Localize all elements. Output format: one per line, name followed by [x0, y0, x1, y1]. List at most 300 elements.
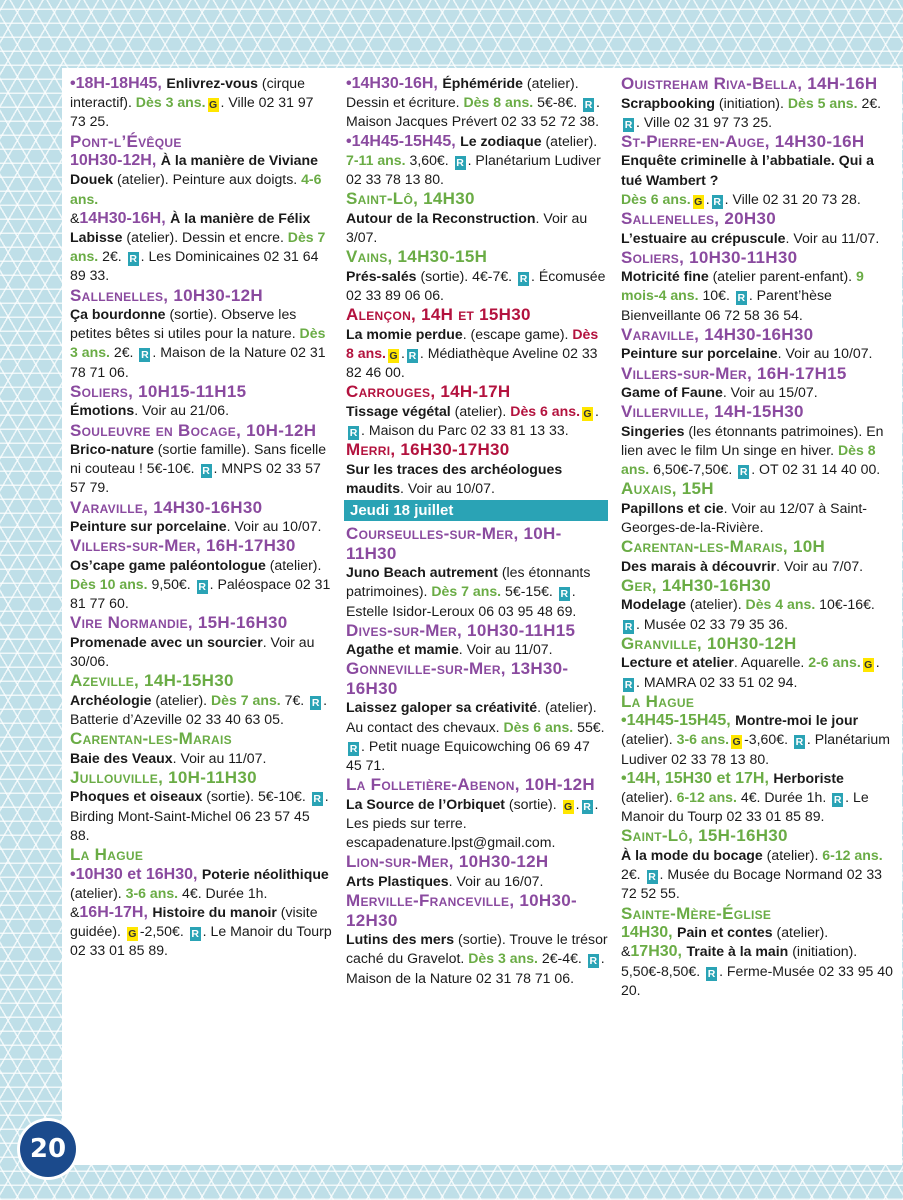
- reservation-r-icon: R: [141, 349, 149, 362]
- event-time: •14H45-15H45,: [621, 712, 736, 730]
- town-heading: [346, 305, 608, 325]
- event-title: Phoques et oiseaux: [70, 788, 203, 805]
- event-title: Pain et contes: [677, 924, 773, 941]
- town-heading: [621, 576, 893, 596]
- town-heading-label: Pont-l’Évêque: [70, 131, 182, 151]
- town-heading: [70, 421, 332, 441]
- event-text: . Birding Mont-Saint-Michel 06 23 57 45 88.: [70, 788, 329, 843]
- town-heading: [70, 613, 332, 633]
- age-range: 6-12 ans.: [822, 846, 883, 863]
- town-heading: [70, 729, 332, 749]
- event-title: Histoire du manoir: [152, 904, 277, 920]
- town-heading: [346, 440, 608, 460]
- event-text: 2€.: [857, 94, 882, 111]
- event-entry: [621, 422, 893, 480]
- event-text: (atelier). Dessin et écriture.: [346, 75, 579, 111]
- page-number-badge: 20: [20, 1121, 76, 1177]
- event-time: 16H-17H,: [79, 904, 153, 921]
- event-text: (atelier).: [70, 884, 126, 901]
- event-entry: [70, 903, 332, 961]
- town-heading-label: Varaville, 14H30-16H30: [70, 497, 263, 517]
- event-title: Modelage: [621, 596, 686, 613]
- event-title: Juno Beach autrement: [346, 564, 498, 581]
- event-text: . Voir au 21/06.: [134, 402, 230, 419]
- event-title: Enlivrez-vous: [166, 75, 258, 91]
- age-range: Dès 8 ans.: [346, 325, 599, 361]
- event-entry: [70, 865, 332, 903]
- age-range: Dès 10 ans.: [70, 576, 148, 593]
- town-heading-label: St-Pierre-en-Auge, 14H30-16H: [621, 131, 865, 151]
- age-range: 3-6 ans.: [125, 884, 179, 901]
- town-heading-label: Jullouville, 10H-11H30: [70, 767, 257, 787]
- event-entry: [346, 872, 608, 891]
- event-text: . Médiathèque Aveline 02 33 82 46 00.: [346, 344, 598, 380]
- reservation-r-icon: R: [349, 742, 358, 755]
- event-text: (initiation).: [714, 94, 788, 111]
- event-text: Ville 02 31 97 73 25.: [70, 94, 314, 130]
- town-heading: [346, 382, 608, 402]
- event-text: (atelier).: [265, 556, 322, 573]
- event-text: (atelier).: [762, 846, 823, 863]
- reservation-r-icon: R: [560, 588, 569, 601]
- event-text: (initiation). 5,50€-8,50€.: [621, 943, 858, 979]
- event-text: 7€.: [280, 691, 309, 708]
- event-text: (sortie famille). Sans ficelle ni couteau ! 5€-10€.: [70, 441, 327, 477]
- event-entry: [621, 190, 893, 209]
- event-title: Agathe et mamie: [346, 641, 459, 658]
- event-entry: [70, 401, 332, 420]
- event-title: Herboriste: [773, 769, 844, 786]
- town-heading-label: Gonneville-sur-Mer, 13H30-16H30: [346, 659, 569, 698]
- reservation-r-icon: R: [311, 696, 320, 709]
- free-g-icon: G: [564, 800, 573, 813]
- event-text: . Parent’hèse Bienveillante 06 72 58 36 54.: [621, 287, 832, 323]
- event-text: . Voir au 16/07.: [448, 872, 544, 889]
- event-text: 2€-4€.: [537, 950, 586, 967]
- town-heading: [346, 189, 608, 209]
- event-text: &: [621, 943, 631, 960]
- reservation-r-icon: R: [519, 272, 528, 285]
- event-text: . Le Manoir du Tourp 02 33 01 85 89.: [621, 789, 869, 825]
- event-text: &: [70, 904, 80, 920]
- event-text: . Voir au 11/07.: [458, 641, 553, 658]
- column-2: [346, 74, 608, 988]
- event-text: 4€. Durée 1h.: [178, 884, 268, 901]
- event-title: Enquête criminelle à l’abbatiale. Qui a tué Wambert ?: [621, 152, 874, 188]
- event-text: . Maison de la Nature 02 31 78 71 06.: [70, 344, 326, 380]
- free-g-icon: G: [864, 659, 873, 672]
- event-text: . (escape game).: [462, 325, 573, 342]
- event-entry: [346, 209, 608, 247]
- event-time: •14H, 15H30 et 17H,: [621, 769, 774, 787]
- event-title: Ça bourdonne: [70, 306, 166, 323]
- town-heading-label: Sainte-Mère-Église: [621, 903, 772, 923]
- event-entry: [346, 74, 608, 132]
- event-title: Motricité fine: [621, 268, 709, 285]
- event-entry: [621, 229, 893, 248]
- event-text: (atelier).: [621, 789, 677, 806]
- event-text: . OT 02 31 14 40 00.: [751, 461, 881, 478]
- event-text: . Écomusée 02 33 89 06 06.: [346, 267, 606, 303]
- event-text: . Planétarium Ludiver 02 33 78 13 80.: [621, 731, 890, 767]
- event-title: Archéologie: [70, 691, 152, 708]
- town-heading: [621, 904, 893, 924]
- event-entry: [346, 930, 608, 988]
- town-heading-label: Carrouges, 14H-17H: [346, 382, 511, 402]
- age-range: 9 mois-4 ans.: [621, 268, 864, 304]
- age-range: Dès 6 ans.: [503, 718, 574, 735]
- town-heading-label: Azeville, 14H-15H30: [70, 671, 234, 691]
- event-entry: [70, 305, 332, 382]
- event-text: . Aquarelle.: [733, 654, 809, 671]
- town-heading: [70, 768, 332, 788]
- town-heading-label: Merville-Franceville, 10H30-12H30: [346, 891, 577, 930]
- event-text: 4€. Durée 1h.: [736, 789, 831, 806]
- event-text: . Ville 02 31 20 73 28.: [724, 190, 861, 207]
- event-entry: [346, 698, 608, 775]
- event-text: . Ville 02 31 97 73 25.: [636, 113, 773, 130]
- event-title: Autour de la Reconstruction: [346, 209, 536, 226]
- reservation-r-icon: R: [624, 118, 633, 131]
- event-title: Arts Plastiques: [346, 872, 449, 889]
- event-time: •18H-18H45,: [70, 75, 167, 92]
- event-text: 2€.: [98, 248, 126, 265]
- event-time: •10H30 et 16H30,: [70, 865, 202, 883]
- age-range: Dès 3 ans.: [468, 950, 538, 967]
- event-text: (sortie).: [504, 795, 561, 812]
- event-title: Laissez galoper sa créativité: [346, 699, 538, 716]
- town-heading-label: Carentan-les-Marais, 10H: [621, 537, 826, 557]
- town-heading-label: Merri, 16H30-17H30: [346, 440, 510, 460]
- age-range: Dès 4 ans.: [745, 596, 816, 613]
- event-text: 10€-16€.: [815, 596, 875, 613]
- event-entry: [346, 132, 608, 190]
- event-text: . Les Dominicaines 02 31 64 89 33.: [70, 248, 319, 284]
- free-g-icon: G: [208, 99, 218, 112]
- event-entry: [621, 711, 893, 769]
- event-entry: [70, 151, 332, 209]
- column-3: [621, 74, 893, 1000]
- age-range: Dès 7 ans.: [70, 228, 326, 265]
- town-heading-label: Sallenelles, 10H30-12H: [70, 285, 263, 305]
- town-heading-label: Alençon, 14H et 15H30: [346, 305, 531, 325]
- event-time: 14H30-16H,: [79, 209, 171, 227]
- event-title: Papillons et cie: [621, 499, 724, 516]
- event-text: . Ferme-Musée 02 33 95 40 20.: [621, 962, 893, 998]
- town-heading: [346, 524, 608, 563]
- event-entry: [70, 691, 332, 729]
- event-title: Baie des Veaux: [70, 749, 173, 766]
- event-text: . Voir au 7/07.: [776, 557, 864, 574]
- event-text: . Le Manoir du Tourp 02 33 01 85 89.: [70, 923, 332, 959]
- free-g-icon: G: [128, 928, 137, 941]
- town-heading: [346, 852, 608, 872]
- event-text: .: [705, 190, 710, 207]
- town-heading: [70, 286, 332, 306]
- event-text: . Voir au 30/06.: [70, 633, 315, 670]
- town-heading-label: Varaville, 14H30-16H30: [621, 324, 814, 344]
- event-text: (atelier).: [772, 924, 829, 941]
- event-text: . Maison du Parc 02 33 81 13 33.: [361, 421, 569, 438]
- age-range: 7-11 ans.: [346, 151, 406, 168]
- event-title: Game of Faune: [621, 384, 723, 401]
- reservation-r-icon: R: [795, 736, 804, 749]
- age-range: Dès 6 ans.: [621, 190, 691, 207]
- town-heading-label: Lion-sur-Mer, 10H30-12H: [346, 852, 549, 872]
- event-text: . Voir au 15/07.: [722, 384, 818, 401]
- event-text: . MNPS 02 33 57 57 79.: [70, 460, 321, 496]
- town-heading-label: Soliers, 10H15-11H15: [70, 381, 247, 401]
- town-heading-label: Sallenelles, 20H30: [621, 209, 776, 229]
- event-entry: [70, 440, 332, 498]
- town-heading-label: Ger, 14H30-16H30: [621, 575, 771, 595]
- town-heading: [70, 382, 332, 402]
- town-heading-label: La Hague: [70, 845, 144, 865]
- event-text: (atelier parent-enfant).: [708, 268, 856, 285]
- event-entry: [346, 640, 608, 659]
- event-text: . Maison Jacques Prévert 02 33 52 72 38.: [346, 94, 600, 130]
- age-range: Dès 7 ans.: [210, 691, 281, 708]
- town-heading-label: La Folletière-Abenon, 10H-12H: [346, 775, 595, 795]
- event-text: (atelier). Peinture aux doigts.: [113, 171, 302, 188]
- reservation-r-icon: R: [713, 195, 721, 208]
- event-entry: [70, 556, 332, 614]
- town-heading-label: Dives-sur-Mer, 10H30-11H15: [346, 620, 576, 640]
- town-heading: [621, 402, 893, 422]
- event-text: -3,60€.: [744, 731, 792, 748]
- day-header-label: Jeudi 18 juillet: [350, 501, 454, 519]
- event-text: 3,60€.: [405, 151, 453, 168]
- event-text: .: [595, 402, 599, 419]
- age-range: 2-6 ans.: [808, 654, 861, 671]
- event-text: . Voir au 3/07.: [346, 209, 588, 245]
- age-range: Dès 7 ans.: [431, 583, 502, 600]
- event-title: Montre-moi le jour: [735, 712, 859, 729]
- event-text: 5€-8€.: [533, 94, 582, 111]
- town-heading-label: Souleuvre en Bocage, 10H-12H: [70, 420, 317, 440]
- event-title: Scrapbooking: [621, 94, 715, 111]
- event-title: La momie perdue: [346, 325, 463, 342]
- event-text: .: [220, 94, 225, 111]
- event-text: -2,50€.: [139, 923, 188, 940]
- event-text: . Voir au 11/07.: [172, 749, 267, 766]
- town-heading: [70, 132, 332, 152]
- town-heading-label: Courseulles-sur-Mer, 10H-11H30: [346, 524, 562, 563]
- event-text: (atelier).: [450, 402, 511, 419]
- event-text: (atelier).: [686, 596, 746, 613]
- event-text: (atelier).: [541, 132, 598, 149]
- event-text: (sortie). 4€-7€.: [416, 267, 517, 284]
- reservation-r-icon: R: [624, 678, 633, 691]
- event-text: (atelier). Dessin et encre.: [122, 228, 288, 245]
- event-text: (les étonnants patrimoines). En lien avec le film Un singe en hiver.: [621, 422, 884, 458]
- age-range: Dès 3 ans.: [70, 325, 326, 361]
- event-entry: [621, 344, 893, 363]
- reservation-r-icon: R: [584, 99, 593, 112]
- event-entry: [621, 383, 893, 402]
- event-title: Promenade avec un sourcier: [70, 633, 263, 650]
- town-heading: [621, 479, 893, 499]
- event-text: 55€.: [573, 718, 605, 735]
- free-g-icon: G: [694, 195, 703, 208]
- town-heading-label: Saint-Lô, 15H-16H30: [621, 826, 788, 846]
- event-text: 6,50€-7,50€.: [649, 461, 737, 478]
- event-entry: [346, 402, 608, 440]
- event-entry: [621, 653, 893, 691]
- event-title: Peinture sur porcelaine: [70, 518, 227, 535]
- town-heading: [346, 775, 608, 795]
- reservation-r-icon: R: [707, 967, 716, 980]
- event-text: . Paléospace 02 31 81 77 60.: [70, 576, 331, 612]
- event-title: L’estuaire au crépuscule: [621, 229, 786, 246]
- town-heading-label: La Hague: [621, 691, 695, 711]
- age-range: Dès 5 ans.: [787, 94, 858, 111]
- event-title: Émotions: [70, 402, 135, 419]
- event-text: 2€.: [109, 344, 138, 361]
- event-title: À la manière de Viviane Douek: [70, 152, 318, 188]
- town-heading: [70, 671, 332, 691]
- age-range: 6-12 ans.: [676, 789, 737, 806]
- event-text: .: [575, 795, 580, 812]
- event-entry: [621, 94, 893, 132]
- day-header: [344, 500, 608, 521]
- event-title: À la mode du bocage: [621, 846, 763, 863]
- age-range: Dès 3 ans.: [135, 94, 206, 111]
- event-text: (les étonnants patrimoines).: [346, 564, 591, 600]
- event-title: Le zodiaque: [460, 132, 542, 149]
- event-entry: [346, 267, 608, 305]
- reservation-r-icon: R: [129, 253, 137, 266]
- reservation-r-icon: R: [191, 928, 199, 941]
- event-entry: [346, 795, 608, 853]
- reservation-r-icon: R: [737, 292, 746, 305]
- reservation-r-icon: R: [202, 465, 210, 478]
- town-heading: [621, 826, 893, 846]
- town-heading-label: Ouistreham Riva-Bella, 14H-16H: [621, 74, 878, 93]
- town-heading: [70, 536, 332, 556]
- event-entry: [621, 769, 893, 827]
- event-text: . Voir au 11/07.: [785, 229, 880, 246]
- town-heading: [70, 498, 332, 518]
- town-heading: [621, 364, 893, 384]
- event-entry: [621, 923, 893, 1000]
- town-heading: [621, 692, 893, 712]
- event-text: . Voir au 10/07.: [226, 518, 322, 535]
- event-text: .: [400, 344, 405, 361]
- event-text: (sortie). Trouve le trésor caché du Gravelot.: [346, 931, 608, 967]
- event-entry: [70, 209, 332, 286]
- event-text: (cirque interactif).: [70, 75, 305, 111]
- event-title: Prés-salés: [346, 267, 417, 284]
- event-entry: [70, 517, 332, 536]
- town-heading: [346, 891, 608, 930]
- town-heading-label: Auxais, 15H: [621, 479, 714, 499]
- event-text: 5€-15€.: [501, 583, 557, 600]
- reservation-r-icon: R: [648, 871, 656, 884]
- event-title: Singeries: [621, 422, 685, 439]
- event-entry: [70, 633, 332, 671]
- event-text: 2€.: [621, 866, 645, 883]
- town-heading: [621, 209, 893, 229]
- town-heading: [621, 74, 893, 94]
- town-heading: [346, 659, 608, 698]
- reservation-r-icon: R: [739, 466, 748, 479]
- event-entry: [70, 74, 332, 132]
- town-heading-label: Vire Normandie, 15H-16H30: [70, 613, 288, 633]
- age-range: Dès 8 ans.: [621, 441, 876, 478]
- event-text: (sortie). Observe les petites bêtes si utiles pour la nature.: [70, 306, 300, 342]
- event-title: Lutins des mers: [346, 931, 455, 948]
- town-heading: [346, 247, 608, 267]
- town-heading-label: Granville, 10H30-12H: [621, 633, 797, 653]
- free-g-icon: G: [732, 736, 741, 749]
- page-sheet: [62, 68, 902, 1165]
- reservation-r-icon: R: [313, 793, 321, 806]
- event-text: (atelier).: [621, 731, 677, 748]
- column-1: [70, 74, 332, 961]
- reservation-r-icon: R: [624, 620, 633, 633]
- age-range: 4-6 ans.: [70, 171, 322, 207]
- event-text: (atelier).: [151, 691, 211, 708]
- event-title: Peinture sur porcelaine: [621, 345, 778, 362]
- event-entry: [346, 563, 608, 621]
- event-entry: [621, 846, 893, 904]
- town-heading: [621, 325, 893, 345]
- event-text: .: [875, 654, 880, 671]
- event-text: . Petit nuage Equicowching 06 69 47 45 71.: [346, 737, 590, 774]
- event-text: . Batterie d’Azeville 02 33 40 63 05.: [70, 691, 328, 728]
- event-text: . Musée 02 33 79 35 36.: [636, 615, 789, 632]
- event-title: Éphéméride: [442, 75, 524, 91]
- event-text: 10€.: [698, 287, 734, 304]
- event-text: . MAMRA 02 33 51 02 94.: [636, 673, 798, 690]
- town-heading: [346, 621, 608, 641]
- event-time: 10H30-12H,: [70, 152, 161, 170]
- free-g-icon: G: [583, 407, 592, 420]
- event-text: (visite guidée).: [70, 904, 318, 940]
- event-title: Traite à la main: [686, 943, 789, 960]
- town-heading: [621, 537, 893, 557]
- town-heading-label: Vains, 14H30-15H: [346, 247, 488, 267]
- event-title: Brico-nature: [70, 441, 154, 458]
- event-text: 9,50€.: [147, 576, 195, 593]
- event-time: •14H45-15H45,: [346, 132, 461, 150]
- reservation-r-icon: R: [589, 955, 598, 968]
- event-text: . Voir au 12/07 à Saint-Georges-de-la-Rivière.: [621, 499, 867, 536]
- town-heading-label: Soliers, 10H30-11H30: [621, 247, 798, 267]
- town-heading: [621, 248, 893, 268]
- age-range: Dès 8 ans.: [463, 94, 534, 111]
- event-text: . (atelier). Au contact des chevaux.: [346, 699, 597, 735]
- event-title: Tissage végétal: [346, 402, 451, 419]
- event-entry: [621, 595, 893, 633]
- town-heading-label: Villers-sur-Mer, 16H-17H15: [621, 363, 847, 383]
- town-heading: [70, 845, 332, 865]
- event-time: 17H30,: [630, 943, 687, 961]
- event-entry: [346, 460, 608, 498]
- event-entry: [621, 557, 893, 576]
- town-heading: [621, 132, 893, 152]
- town-heading-label: Saint-Lô, 14H30: [346, 189, 475, 209]
- event-title: Poterie néolithique: [201, 865, 329, 882]
- reservation-r-icon: R: [198, 581, 206, 594]
- event-text: . Les pieds sur terre. escapadenature.lpst@gmail.com.: [346, 795, 599, 851]
- reservation-r-icon: R: [456, 156, 464, 169]
- event-text: &: [70, 209, 80, 226]
- event-text: (sortie). 5€-10€.: [202, 788, 310, 805]
- reservation-r-icon: R: [833, 794, 842, 807]
- event-entry: [621, 499, 893, 537]
